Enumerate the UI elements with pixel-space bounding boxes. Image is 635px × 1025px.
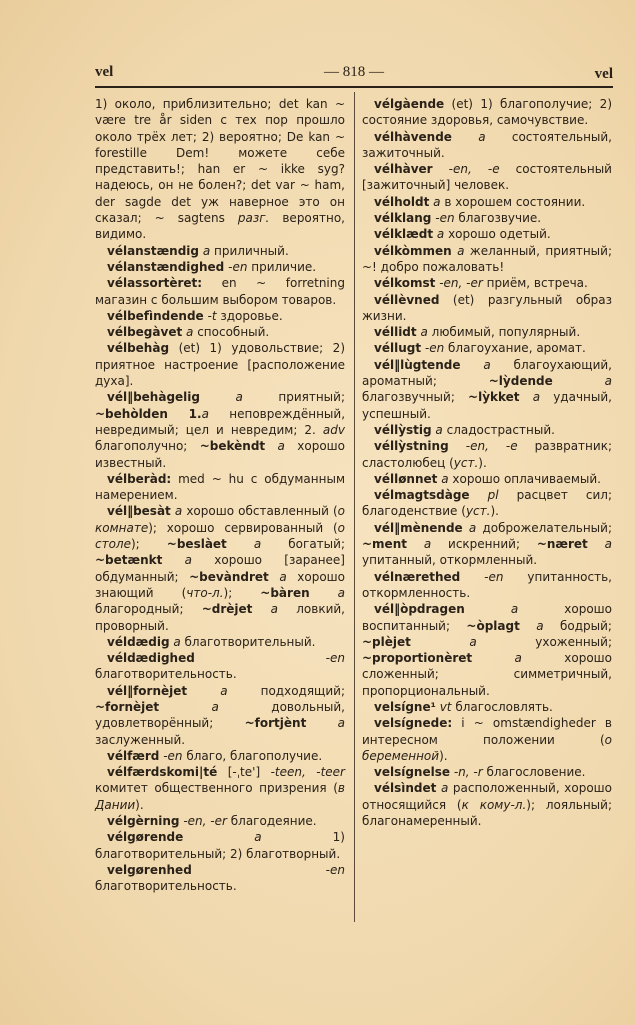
definition-text: ); хорошо сервированный ( — [148, 520, 338, 535]
headword: vélgèrning — [107, 814, 180, 829]
definition-text — [411, 635, 470, 649]
definition-text — [252, 602, 270, 616]
definition-text — [433, 162, 449, 176]
headword: ~fortjènt — [244, 716, 307, 731]
definition-text: хорошо одетый. — [444, 227, 551, 242]
dictionary-entry — [95, 650, 345, 683]
dictionary-entry — [95, 862, 345, 895]
definition-text: ); лояльный; благонамеренный. — [362, 797, 612, 829]
grammar-label: -en — [325, 651, 345, 666]
grammar-label: a — [469, 634, 477, 649]
definition-text: богатый; — [261, 537, 345, 552]
definition-text: сладострастный. — [442, 422, 555, 437]
grammar-label: a — [483, 357, 491, 372]
grammar-label: a — [457, 243, 465, 258]
dictionary-entry — [95, 829, 345, 862]
headword: vélbegàvet — [107, 325, 183, 340]
definition-text: приятный; — [242, 390, 345, 405]
headword: ~lỳkket — [468, 390, 520, 405]
dictionary-entry — [362, 292, 612, 325]
dictionary-entry — [362, 487, 612, 520]
grammar-label: -en — [228, 259, 248, 274]
definition-text: хорошо оплачиваемый. — [448, 471, 601, 486]
definition-text: благоухающий, ароматный; — [362, 357, 612, 389]
grammar-label: уст. — [465, 504, 491, 519]
grammar-label: -teen, -teer — [270, 765, 345, 780]
headword: vélsìndet — [374, 781, 437, 796]
definition-text — [306, 716, 337, 730]
dictionary-entry — [95, 259, 345, 275]
grammar-label: a — [173, 634, 181, 649]
grammar-label: adv — [322, 422, 345, 437]
headword: véldædighed — [107, 651, 195, 666]
headword: ~betænkt — [95, 553, 163, 568]
definition-text: состоятельный [зажиточный] человек. — [362, 162, 612, 193]
dictionary-entry — [95, 275, 345, 308]
definition-text — [195, 651, 326, 665]
definition-text: искренний; — [431, 537, 537, 552]
headword: ~lỳdende — [488, 374, 553, 389]
headword: ~bekèndt — [199, 439, 266, 454]
definition-text: способный. — [193, 325, 270, 340]
dictionary-entry — [95, 634, 345, 650]
grammar-label: a — [202, 243, 211, 258]
dictionary-entry — [95, 471, 345, 504]
definition-text — [227, 537, 254, 551]
definition-text: благозвучный; — [362, 390, 469, 405]
definition-text — [452, 130, 478, 144]
headword: ~bàren — [260, 585, 310, 600]
headword: vél‖besàt — [107, 504, 171, 519]
definition-text — [183, 830, 254, 844]
definition-text: благоухание, аромат. — [444, 341, 586, 356]
dictionary-entry — [95, 764, 345, 813]
headword: ~næret — [536, 537, 588, 552]
definition-text: ); — [130, 537, 167, 552]
dictionary-entry — [95, 813, 345, 829]
definition-text — [472, 651, 514, 665]
definition-text: доброжелательный; — [476, 520, 612, 535]
grammar-label: -en — [424, 341, 445, 356]
headword: vélfærd — [107, 748, 160, 763]
dictionary-entry — [362, 161, 612, 194]
grammar-label: a — [440, 781, 449, 796]
dictionary-entry — [362, 275, 612, 291]
dictionary-entry — [362, 243, 612, 276]
definition-text: упитанный, откормленный. — [362, 553, 538, 568]
definition-text — [265, 439, 277, 453]
definition-text — [553, 374, 605, 388]
grammar-label: -en — [484, 569, 504, 584]
headword: ~proportionèret — [362, 651, 473, 666]
definition-text: (et) 1) благополучие; 2) состояние здоровья, самочувствие. — [362, 97, 612, 128]
grammar-label: a — [254, 830, 262, 845]
definition-text: здоровье. — [216, 308, 283, 323]
grammar-label: a — [277, 439, 285, 454]
definition-text: приличие. — [247, 259, 317, 274]
dictionary-entry — [362, 210, 612, 226]
definition-text: благотворительный. — [180, 634, 316, 649]
grammar-label: a — [604, 537, 612, 552]
headword: velsígne¹ — [374, 699, 436, 714]
dictionary-entry — [362, 520, 612, 569]
headword: vélkomst — [374, 276, 436, 291]
definition-text: хорошо обставленный ( — [182, 504, 338, 519]
dictionary-entry — [95, 308, 345, 324]
definition-text: расцвет сил; благоденствие ( — [362, 488, 612, 519]
headword: vél‖lùgtende — [374, 357, 461, 372]
headword: vélfærdskomi|té — [107, 765, 218, 780]
grammar-label: a — [201, 406, 209, 421]
dictionary-entry — [95, 243, 345, 259]
definition-text: благодеяние. — [226, 814, 317, 829]
definition-text: любимый, популярный. — [427, 325, 581, 340]
headword: vélbehàg — [107, 341, 170, 356]
headword: ~fornèjet — [95, 699, 160, 714]
definition-text: приём, встреча. — [482, 276, 588, 291]
grammar-label: -n, -r — [453, 765, 483, 780]
grammar-label: -en, -er — [183, 814, 227, 829]
headword: ~drèjet — [201, 602, 253, 617]
grammar-label: a — [184, 553, 193, 568]
headword: véllugt — [374, 341, 422, 356]
page-header — [95, 64, 613, 86]
dictionary-entry — [95, 503, 345, 633]
dictionary-entry — [95, 748, 345, 764]
grammar-label: a — [514, 651, 522, 666]
grammar-label: разг. — [237, 211, 270, 226]
definition-text: (et) разгульный образ жизни. — [362, 292, 612, 323]
definition-text: med ~ hu с обдуманным намерением. — [95, 471, 345, 503]
definition-text: благотворительность. — [95, 879, 237, 894]
grammar-label: a — [270, 602, 279, 617]
definition-text: хорошо [заранее] обдуманный; — [95, 553, 345, 584]
headword: véllèvned — [374, 292, 440, 307]
headword: ~beslàet — [166, 537, 227, 552]
definition-text: довольный, удовлетворённый; — [95, 699, 345, 731]
headword: vél‖fornèjet — [107, 683, 188, 698]
dictionary-entry — [362, 357, 612, 422]
definition-text — [460, 358, 483, 372]
definition-text: развратник; сластолюбец ( — [362, 439, 612, 470]
grammar-label: a — [253, 537, 262, 552]
definition-text: ). — [135, 797, 144, 812]
definition-text: благородный; — [95, 602, 202, 617]
dictionary-entry — [362, 601, 612, 699]
headword: vél‖òpdragen — [374, 602, 465, 617]
dictionary-entry — [362, 129, 612, 162]
headword: véllidt — [374, 325, 417, 340]
grammar-label: a — [279, 569, 287, 584]
headword: ~òplagt — [466, 618, 520, 633]
definition-text — [520, 390, 533, 404]
headword: vélanstændighed — [107, 259, 225, 274]
definition-text: удачный, успешный. — [362, 390, 612, 421]
headword: vélberàd: — [107, 471, 172, 486]
grammar-label: a — [436, 227, 445, 242]
headword: vélanstændig — [107, 243, 200, 258]
grammar-label: a — [420, 325, 428, 340]
grammar-label: a — [337, 716, 345, 731]
definition-text: приличный. — [210, 243, 289, 258]
headword: vélgàende — [374, 97, 445, 111]
definition-text: [-ˌte'] — [217, 765, 271, 780]
headword: vél‖behàgelig — [107, 390, 200, 405]
definition-text: ); — [223, 585, 261, 600]
definition-text: хорошо воспитанный; — [362, 602, 612, 633]
grammar-label: a — [536, 618, 544, 633]
grammar-label: к кому-л. — [461, 797, 527, 812]
headword: vélkòmmen — [374, 243, 452, 258]
headword: vélbefìndende — [107, 308, 204, 323]
definition-text: благополучно; — [95, 439, 200, 454]
grammar-label: a — [211, 699, 219, 714]
headword: véldædig — [107, 634, 170, 649]
definition-text: 1) благотворительный; 2) благотворный. — [95, 830, 345, 861]
grammar-label: -en — [435, 211, 455, 226]
grammar-label: a — [510, 602, 519, 617]
definition-text: желанный, приятный; ~! добро пожаловать! — [362, 243, 612, 274]
dictionary-entry — [362, 438, 612, 471]
headword: vélassortèret: — [107, 276, 203, 291]
definition-text: заслуженный. — [95, 732, 186, 747]
dictionary-entry — [362, 764, 612, 780]
grammar-label: -en, -e — [448, 162, 500, 177]
definition-text — [192, 863, 326, 877]
definition-text: 1) около, приблизительно; det kan ~ være tre år siden с тех пор прошло около трёх лет; 2) вероятно; De kan ~ forestille Dem! можете себе представить!; han er ~ ikke syg? надеюсь, он не болен?; det var ~ ham, der sagde det уж наверное это он сказал; ~ sagtens — [95, 97, 345, 226]
grammar-label: -en — [325, 862, 345, 877]
grammar-label: a — [174, 504, 183, 519]
grammar-label: a — [186, 325, 194, 340]
definition-text — [310, 586, 338, 600]
column-divider — [354, 92, 355, 922]
dictionary-entry — [362, 715, 612, 764]
grammar-label: о столе — [95, 520, 345, 552]
headword: vélhàvende — [374, 129, 452, 144]
grammar-label: a — [532, 390, 541, 405]
definition-text: хорошо сложенный; симметричный, пропорциональный. — [362, 651, 612, 698]
definition-text — [200, 390, 236, 404]
headword: véllỳstig — [374, 422, 432, 437]
dictionary-entry — [362, 780, 612, 829]
definition-text — [159, 700, 211, 714]
headword: vélnærethed — [374, 569, 461, 584]
grammar-label: a — [235, 390, 243, 405]
headword: ~behòlden 1. — [95, 406, 202, 421]
definition-text — [588, 537, 605, 551]
definition-text: хорошо известный. — [95, 439, 345, 470]
definition-text: i ~ omstændigheder в интересном положении ( — [362, 716, 612, 747]
grammar-label: о комнате — [95, 504, 345, 535]
definition-text: бодрый; — [543, 618, 612, 633]
headword: velgørenhed — [107, 862, 192, 877]
definition-text: неповреждённый, невредимый; цел и невредим; 2. — [95, 406, 346, 437]
dictionary-entry — [362, 340, 612, 356]
dictionary-entry — [362, 569, 612, 602]
grammar-label: a — [441, 471, 449, 486]
definition-text: ). — [478, 455, 487, 470]
grammar-label: -en, -er — [439, 276, 483, 291]
grammar-label: уст. — [453, 455, 479, 470]
definition-text — [449, 439, 466, 453]
grammar-label: о беременной — [362, 732, 612, 763]
grammar-label: -en, -e — [465, 439, 518, 454]
definition-text — [269, 570, 280, 584]
grammar-label: pl — [487, 488, 499, 503]
dictionary-entry — [95, 340, 345, 389]
dictionary-entry — [362, 422, 612, 438]
page-number: — 818 — — [324, 64, 384, 80]
definition-text — [470, 488, 488, 502]
left-column — [95, 96, 345, 895]
definition-text — [407, 537, 424, 551]
headword: vélklædt — [374, 227, 434, 242]
definition-text: благозвучие. — [454, 211, 542, 226]
dictionary-entry — [95, 389, 345, 470]
headword: ~ment — [362, 537, 407, 552]
headword: vélklang — [374, 211, 432, 226]
definition-text: в хорошем состоянии. — [440, 194, 586, 209]
definition-text — [460, 570, 484, 584]
grammar-label: -en — [163, 748, 183, 763]
headword: vélholdt — [374, 194, 430, 209]
definition-text: ухоженный; — [476, 634, 612, 649]
definition-text: ). — [490, 504, 499, 519]
definition-text: хорошо знающий ( — [95, 569, 345, 600]
headword: vélmagtsdàge — [374, 488, 470, 503]
dictionary-entry — [95, 683, 345, 748]
definition-text: благотворительность. — [95, 667, 237, 682]
headword: véllønnet — [374, 471, 438, 486]
grammar-label: a — [433, 194, 441, 209]
grammar-label: a — [468, 520, 477, 535]
definition-text: благословлять. — [451, 699, 553, 714]
definition-text: благо, благополучие. — [182, 748, 323, 763]
dictionary-entry — [95, 324, 345, 340]
dictionary-entry — [362, 96, 612, 129]
definition-text: расположенный, хорошо относящийся ( — [362, 781, 612, 812]
dictionary-entry — [362, 226, 612, 242]
definition-text: вероятно, видимо. — [95, 211, 345, 242]
definition-text: состоятельный, зажиточный. — [362, 129, 612, 160]
right-column — [362, 96, 612, 829]
grammar-label: a — [337, 585, 345, 600]
definition-text: en ~ forretning магазин с большим выбором товаров. — [95, 276, 345, 307]
headword: vélgørende — [107, 830, 184, 845]
definition-text: упитанность, откормленность. — [362, 569, 612, 600]
headword: ~bevàndret — [189, 569, 269, 584]
grammar-label: что-л. — [186, 585, 224, 600]
headword: vélhàver — [374, 162, 433, 177]
definition-text — [162, 553, 184, 567]
grammar-label: a — [478, 129, 486, 144]
definition-text — [465, 602, 511, 616]
headword: ~plèjet — [362, 634, 411, 649]
definition-text — [520, 619, 536, 633]
grammar-label: в Дании — [95, 781, 345, 812]
grammar-label: a — [604, 374, 612, 389]
guide-word-left: vel — [95, 64, 114, 80]
dictionary-entry — [362, 194, 612, 210]
dictionary-entry — [362, 699, 612, 715]
grammar-label: -t — [207, 308, 217, 323]
definition-text: (et) 1) удовольствие; 2) приятное настроение [расположение духа]. — [95, 341, 345, 389]
dictionary-entry — [362, 471, 612, 487]
grammar-label: a — [423, 537, 432, 552]
header-rule — [95, 86, 613, 88]
dictionary-entry — [362, 324, 612, 340]
headword: velsígnelse — [374, 765, 450, 780]
grammar-label: a — [435, 422, 443, 437]
headword: vél‖mènende — [374, 520, 463, 535]
dictionary-entry — [95, 96, 345, 243]
grammar-label: vt — [439, 699, 452, 714]
definition-text — [187, 684, 220, 698]
grammar-label: a — [220, 683, 228, 698]
definition-text: ). — [439, 748, 448, 763]
definition-text: ловкий, проворный. — [95, 602, 345, 633]
headword: velsígnede: — [374, 716, 453, 731]
headword: véllỳstning — [374, 439, 449, 454]
guide-word-right: vel — [594, 66, 613, 82]
definition-text: благословение. — [482, 765, 586, 780]
definition-text: подходящий; — [227, 683, 345, 698]
definition-text: комитет общественного призрения ( — [95, 781, 338, 796]
